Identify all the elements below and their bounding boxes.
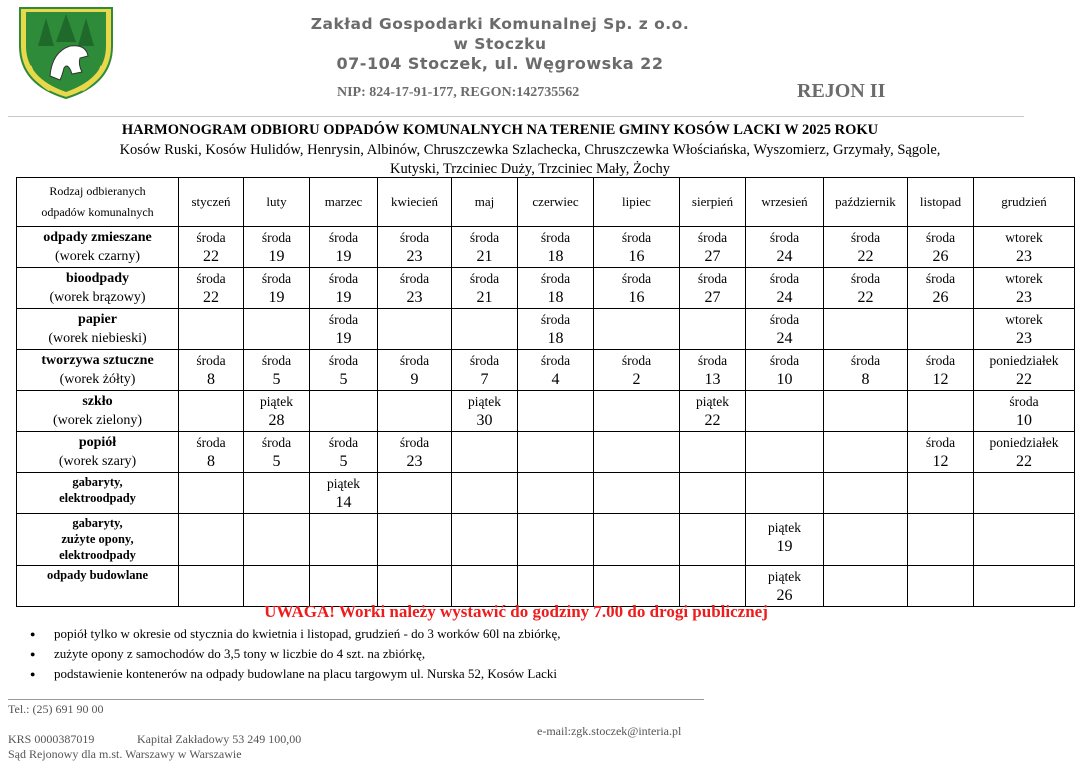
schedule-cell [908,268,974,309]
schedule-cell [452,350,518,391]
collection-date: 5 [272,453,281,470]
schedule-cell [746,432,824,473]
collection-notice: UWAGA! Worki należy wystawić do godziny 7.00 do drogi publicznej [264,602,768,621]
schedule-cell [179,309,244,350]
schedule-cell [518,350,594,391]
collection-day: środa [540,230,571,245]
collection-date: 19 [268,248,285,265]
schedule-cell [594,566,680,607]
type-header-line-2: odpadów komunalnych [41,205,154,219]
collection-day: środa [469,353,500,368]
collection-date: 19 [335,330,352,347]
waste-type-name: gabaryty, [72,475,123,489]
footer-court: Sąd Rejonowy dla m.st. Warszawy w Warszawie [8,747,242,761]
collection-day: środa [925,230,956,245]
collection-day: wtorek [1005,271,1043,286]
schedule-cell [244,473,310,514]
schedule-cell [310,473,378,514]
waste-type-sub: (worek szary) [58,454,137,469]
collection-date: 19 [776,538,793,555]
schedule-cell [310,227,378,268]
collection-day: środa [261,230,292,245]
schedule-cell [244,309,310,350]
month-header: listopad [908,178,974,227]
table-header-row [17,178,1075,227]
collection-day: wtorek [1005,230,1043,245]
schedule-cell [518,514,594,566]
schedule-cell [908,514,974,566]
nip-regon: NIP: 824-17-91-177, REGON:142735562 [337,85,580,100]
collection-day: środa [328,271,359,286]
collection-day: środa [196,353,226,368]
collection-day: środa [196,435,226,450]
schedule-cell [974,309,1075,350]
collection-day: wtorek [1005,312,1043,327]
schedule-table [16,177,1075,607]
footer-email: e-mail:zgk.stoczek@interia.pl [537,724,682,738]
schedule-cell [179,391,244,432]
company-line-1: Zakład Gospodarki Komunalnej Sp. z o.o. [310,15,690,33]
collection-date: 19 [335,289,352,306]
month-header: kwiecień [378,178,452,227]
collection-date: 22 [203,248,219,265]
month-header: grudzień [974,178,1075,227]
schedule-cell [824,432,908,473]
schedule-cell [824,227,908,268]
schedule-cell [310,432,378,473]
collection-day: środa [850,230,881,245]
collection-date: 21 [476,289,493,306]
schedule-cell [452,227,518,268]
schedule-cell [378,432,452,473]
collection-day: środa [697,271,728,286]
schedule-cell [594,514,680,566]
schedule-cell [518,566,594,607]
collection-date: 23 [406,248,423,265]
collection-date: 26 [932,289,949,306]
company-name [250,14,750,74]
collection-date: 23 [406,289,423,306]
month-header: sierpień [680,178,746,227]
schedule-cell [378,227,452,268]
type-header-line-1: Rodzaj odbieranych [49,184,146,198]
collection-day: poniedziałek [989,435,1059,450]
collection-date: 22 [857,289,874,306]
schedule-cell [179,514,244,566]
waste-type-name: popiół [78,435,117,450]
schedule-cell [680,309,746,350]
schedule-cell [974,566,1075,607]
collection-day: środa [925,435,956,450]
waste-type [17,566,179,607]
schedule-cell [310,268,378,309]
schedule-cell [518,309,594,350]
collection-day: środa [540,271,571,286]
collection-date: 23 [406,453,423,470]
waste-type-sub: (worek niebieski) [48,331,147,346]
collection-day: środa [399,230,430,245]
schedule-cell [179,432,244,473]
note-item: ● podstawienie kontenerów na odpady budowlane na placu targowym ul. Nurska 52, Kosów Lacki [30,664,561,684]
schedule-cell [594,309,680,350]
schedule-cell [746,227,824,268]
collection-date: 8 [861,371,870,388]
header-divider [8,116,1024,117]
schedule-cell [244,350,310,391]
schedule-cell [824,391,908,432]
schedule-cell [824,350,908,391]
collection-day: środa [196,230,226,245]
schedule-cell [452,309,518,350]
schedule-cell [908,473,974,514]
footer-capital: Kapitał Zakładowy 53 249 100,00 [137,732,302,746]
waste-type-name: szkło [82,394,113,409]
month-header: styczeń [179,178,244,227]
collection-date: 24 [776,248,793,265]
note-item: ● popiół tylko w okresie od stycznia do kwietnia i listopad, grudzień - do 3 worków 60l na zbiórkę, [30,624,561,644]
schedule-cell [452,473,518,514]
collection-day: środa [925,271,956,286]
collection-day: środa [399,435,430,450]
schedule-cell [594,227,680,268]
collection-date: 7 [480,371,489,388]
schedule-cell [746,350,824,391]
collection-day: środa [328,435,359,450]
schedule-cell [824,514,908,566]
collection-day: środa [769,353,800,368]
schedule-cell [518,473,594,514]
table-row [17,350,1075,391]
collection-day: środa [261,271,292,286]
waste-type-sub: (worek żółty) [59,372,136,387]
schedule-cell [452,268,518,309]
collection-day: środa [1009,394,1039,409]
schedule-cell [974,514,1075,566]
collection-date: 14 [335,494,352,511]
schedule-cell [179,227,244,268]
schedule-cell [974,350,1075,391]
collection-date: 5 [339,371,348,388]
schedule-cell [680,268,746,309]
collection-date: 22 [203,289,219,306]
schedule-cell [746,514,824,566]
collection-day: środa [328,312,359,327]
schedule-cell [378,350,452,391]
coat-of-arms-logo [16,6,116,100]
schedule-cell [594,350,680,391]
waste-type [17,514,179,566]
schedule-cell [824,473,908,514]
footer-phone: Tel.: (25) 691 90 00 [8,702,104,716]
collection-date: 22 [857,248,874,265]
schedule-cell [974,268,1075,309]
schedule-cell [746,309,824,350]
collection-date: 13 [704,371,721,388]
waste-type [17,268,179,309]
schedule-cell [244,391,310,432]
collection-day: środa [196,271,226,286]
schedule-cell [244,566,310,607]
waste-type-sub: elektroodpady [59,491,136,505]
collection-date: 22 [704,412,721,429]
collection-day: środa [261,435,292,450]
collection-day: piątek [327,476,360,491]
collection-date: 22 [1016,453,1032,470]
collection-date: 24 [776,330,793,347]
schedule-cell [378,268,452,309]
collection-day: środa [769,230,800,245]
collection-day: środa [469,271,500,286]
collection-day: środa [697,230,728,245]
schedule-cell [452,432,518,473]
schedule-cell [974,473,1075,514]
schedule-cell [378,514,452,566]
schedule-cell [974,432,1075,473]
schedule-cell [680,473,746,514]
schedule-cell [310,350,378,391]
schedule-cell [378,566,452,607]
schedule-cell [594,432,680,473]
collection-day: środa [328,353,359,368]
collection-date: 10 [776,371,793,388]
collection-date: 23 [1016,248,1032,265]
schedule-cell [310,566,378,607]
collection-day: poniedziałek [989,353,1059,368]
collection-date: 27 [704,248,721,265]
table-row [17,268,1075,309]
table-row [17,227,1075,268]
schedule-cell [179,473,244,514]
company-line-3: 07-104 Stoczek, ul. Węgrowska 22 [336,54,664,73]
schedule-cell [824,268,908,309]
month-header: maj [452,178,518,227]
month-header: lipiec [594,178,680,227]
collection-date: 28 [268,412,285,429]
collection-date: 5 [272,371,281,388]
collection-day: środa [328,230,359,245]
collection-day: środa [621,271,652,286]
schedule-cell [908,227,974,268]
collection-date: 9 [410,371,419,388]
schedule-cell [179,350,244,391]
collection-day: środa [399,271,430,286]
schedule-cell [908,309,974,350]
waste-type-name: papier [78,312,117,327]
schedule-cell [680,227,746,268]
collection-date: 4 [551,371,560,388]
collection-date: 2 [632,371,641,388]
schedule-cell [518,432,594,473]
collection-date: 12 [932,453,949,470]
waste-type-name: odpady zmieszane [43,230,152,245]
schedule-cell [680,350,746,391]
collection-date: 18 [547,330,564,347]
villages-line-2: Kutyski, Trzciniec Duży, Trzciniec Mały, Żochy [389,161,671,177]
schedule-cell [680,432,746,473]
waste-type [17,309,179,350]
collection-day: środa [399,353,430,368]
schedule-cell [518,268,594,309]
villages-line-1: Kosów Ruski, Kosów Hulidów, Henrysin, Albinów, Chruszczewka Szlachecka, Chruszczewka Włościańska, Wyszomierz, Grzymały, Sągole, [119,142,941,158]
schedule-cell [310,391,378,432]
schedule-cell [518,391,594,432]
collection-day: środa [621,353,652,368]
table-row [17,473,1075,514]
waste-type [17,350,179,391]
collection-date: 30 [476,412,493,429]
collection-day: środa [850,271,881,286]
waste-type-sub: (worek czarny) [54,249,141,264]
collection-date: 19 [268,289,285,306]
collection-day: środa [769,271,800,286]
waste-type-name: odpady budowlane [46,568,149,582]
schedule-cell [680,391,746,432]
month-header: październik [824,178,908,227]
schedule-cell [594,268,680,309]
schedule-cell [746,473,824,514]
collection-date: 27 [704,289,721,306]
waste-type [17,432,179,473]
schedule-cell [908,566,974,607]
collection-day: środa [925,353,956,368]
schedule-cell [452,391,518,432]
schedule-cell [310,514,378,566]
waste-type [17,391,179,432]
collection-date: 8 [207,453,215,470]
schedule-cell [179,268,244,309]
collection-day: środa [540,353,571,368]
region-label: REJON II [797,80,886,102]
schedule-cell [452,566,518,607]
collection-date: 23 [1016,289,1032,306]
collection-date: 19 [335,248,352,265]
waste-type [17,473,179,514]
collection-day: środa [850,353,881,368]
collection-date: 24 [776,289,793,306]
schedule-cell [244,227,310,268]
schedule-cell [378,391,452,432]
table-row [17,514,1075,566]
collection-date: 21 [476,248,493,265]
collection-date: 18 [547,289,564,306]
schedule-cell [179,566,244,607]
collection-day: środa [261,353,292,368]
table-row [17,566,1075,607]
villages-list [60,141,1000,179]
type-header [17,178,179,227]
schedule-cell [244,514,310,566]
waste-type-name: bioodpady [65,271,130,286]
schedule-cell [244,268,310,309]
collection-date: 16 [628,248,645,265]
month-header: marzec [310,178,378,227]
collection-day: środa [697,353,728,368]
schedule-cell [594,473,680,514]
waste-type-sub: elektroodpady [59,548,136,562]
schedule-cell [824,309,908,350]
collection-date: 10 [1016,412,1032,429]
collection-day: środa [540,312,571,327]
schedule-cell [244,432,310,473]
table-row [17,432,1075,473]
schedule-cell [452,514,518,566]
footer-krs: KRS 0000387019 [8,732,95,746]
schedule-cell [974,227,1075,268]
collection-date: 12 [932,371,949,388]
collection-day: piątek [768,569,801,584]
footer-divider [8,699,704,700]
note-item: ● zużyte opony z samochodów do 3,5 tony w liczbie do 4 szt. na zbiórkę, [30,644,561,664]
waste-type-name: tworzywa sztuczne [41,353,154,368]
schedule-cell [824,566,908,607]
schedule-cell [518,227,594,268]
month-header: czerwiec [518,178,594,227]
schedule-cell [680,566,746,607]
collection-date: 18 [547,248,564,265]
collection-date: 26 [932,248,949,265]
collection-date: 22 [1016,371,1032,388]
table-row [17,391,1075,432]
waste-type-sub: (worek brązowy) [49,290,146,305]
collection-date: 8 [207,371,215,388]
schedule-cell [310,309,378,350]
schedule-cell [974,391,1075,432]
month-header: wrzesień [746,178,824,227]
collection-day: środa [469,230,500,245]
collection-day: piątek [260,394,293,409]
schedule-cell [746,566,824,607]
waste-type-name: gabaryty, [72,516,123,530]
month-header: luty [244,178,310,227]
collection-day: piątek [696,394,729,409]
collection-day: piątek [768,520,801,535]
page-title: HARMONOGRAM ODBIORU ODPADÓW KOMUNALNYCH NA TERENIE GMINY KOSÓW LACKI W 2025 ROKU [121,122,879,138]
schedule-cell [746,268,824,309]
schedule-cell [378,473,452,514]
collection-day: środa [769,312,800,327]
company-line-2: w Stoczku [453,35,547,53]
schedule-cell [680,514,746,566]
waste-type-sub: (worek zielony) [52,413,143,428]
schedule-cell [908,350,974,391]
collection-date: 16 [628,289,645,306]
waste-type [17,227,179,268]
collection-date: 26 [776,587,793,604]
collection-day: piątek [468,394,501,409]
schedule-cell [908,432,974,473]
waste-type-sub: zużyte opony, [61,532,134,546]
schedule-cell [908,391,974,432]
schedule-cell [378,309,452,350]
collection-date: 5 [339,453,348,470]
schedule-cell [746,391,824,432]
schedule-cell [594,391,680,432]
collection-date: 23 [1016,330,1032,347]
collection-day: środa [621,230,652,245]
table-row [17,309,1075,350]
notes-list [30,624,561,684]
